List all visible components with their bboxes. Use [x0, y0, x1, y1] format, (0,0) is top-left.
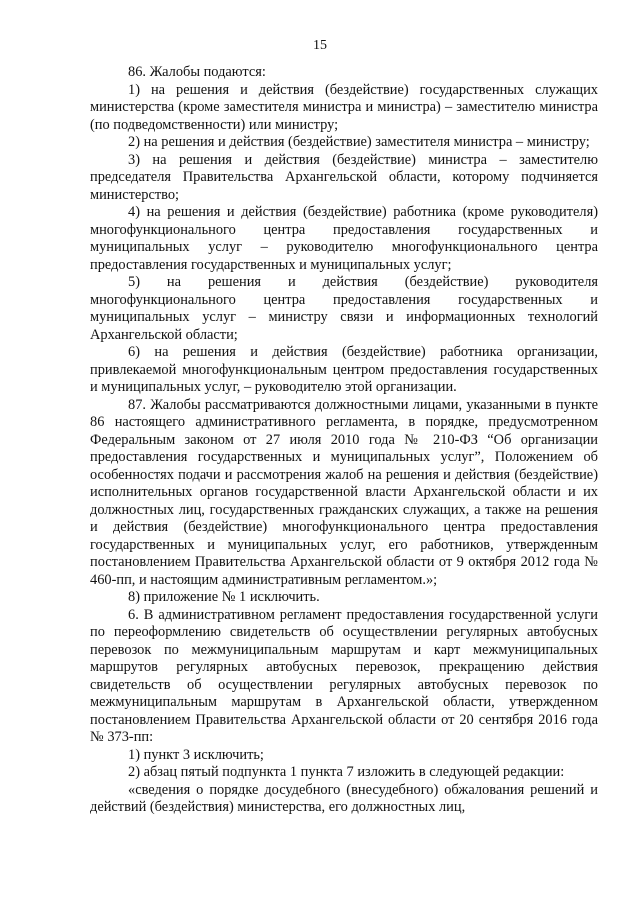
paragraph-86-heading: 86. Жалобы подаются:: [128, 64, 266, 80]
paragraph-86-item-4: 4) на решения и действия (бездействие) работника (кроме руководителя) многофункционального центра предоставления государственных и муниципальных услуг – руководителю многофункционального центра предоставления государственных и муниципальных услуг;: [90, 204, 598, 273]
paragraph-quote-start: «сведения о порядке досудебного (внесудебного) обжалования решений и действий (бездействия) министерства, его должностных лиц,: [90, 781, 598, 815]
paragraph-section-6: 6. В административном регламент предоставления государственной услуги по переоформлению свидетельств об осуществлении регулярных автобусных перевозок по межмуниципальным маршрутам и карт межмуниципальных маршрутов регулярных автобусных перевозок, прекращению действия свидетельств об осуществлении регулярных автобусных перевозок по межмуниципальным маршрутам в Архангельской области, утвержденном постановлением Правительства Архангельской области от 20 сентября 2016 года № 373-пп:: [90, 606, 598, 745]
document-body: [90, 64, 598, 817]
paragraph-item-8: 8) приложение № 1 исключить.: [128, 589, 320, 605]
paragraph-86-item-6: 6) на решения и действия (бездействие) работника организации, привлекаемой многофункциональным центром предоставления государственных и муниципальных услуг, – руководителю этой организации.: [90, 344, 598, 395]
paragraph-86-item-3: 3) на решения и действия (бездействие) министра – заместителю председателя Правительства Архангельской области, которому подчиняется министерство;: [90, 151, 598, 203]
paragraph-section-6-item-1: 1) пункт 3 исключить;: [128, 746, 264, 763]
paragraph-87: 87. Жалобы рассматриваются должностными лицами, указанными в пункте 86 настоящего административного регламента, в порядке, предусмотренном Федеральным законом от 27 июля 2010 года № 210-ФЗ “Об организации предоставления государственных и муниципальных услуг”, Положением об особенностях подачи и рассмотрения жалоб на решения и действия (бездействие) исполнительных органов государственной власти Архангельской области и их должностных лиц, государственных гражданских служащих, а также на решения и действия (бездействие) многофункционального центра предоставления государственных и муниципальных услуг, его работников, утвержденным постановлением Правительства Архангельской области от 9 октября 2012 года № 460-пп, и настоящим административным регламентом.»;: [90, 396, 598, 588]
paragraph-section-6-item-2: 2) абзац пятый подпункта 1 пункта 7 изложить в следующей редакции:: [128, 764, 565, 780]
page-number: 15: [313, 38, 327, 53]
paragraph-86-item-2: 2) на решения и действия (бездействие) заместителя министра – министру;: [128, 134, 590, 150]
paragraph-86-item-5: 5) на решения и действия (бездействие) руководителя многофункционального центра предоставления государственных и муниципальных услуг – министру связи и информационных технологий Архангельской области;: [90, 274, 598, 343]
paragraph-86-item-1: 1) на решения и действия (бездействие) государственных служащих министерства (кроме заместителя министра и министра) – заместителю министра (по подведомственности) или министру;: [90, 81, 598, 133]
